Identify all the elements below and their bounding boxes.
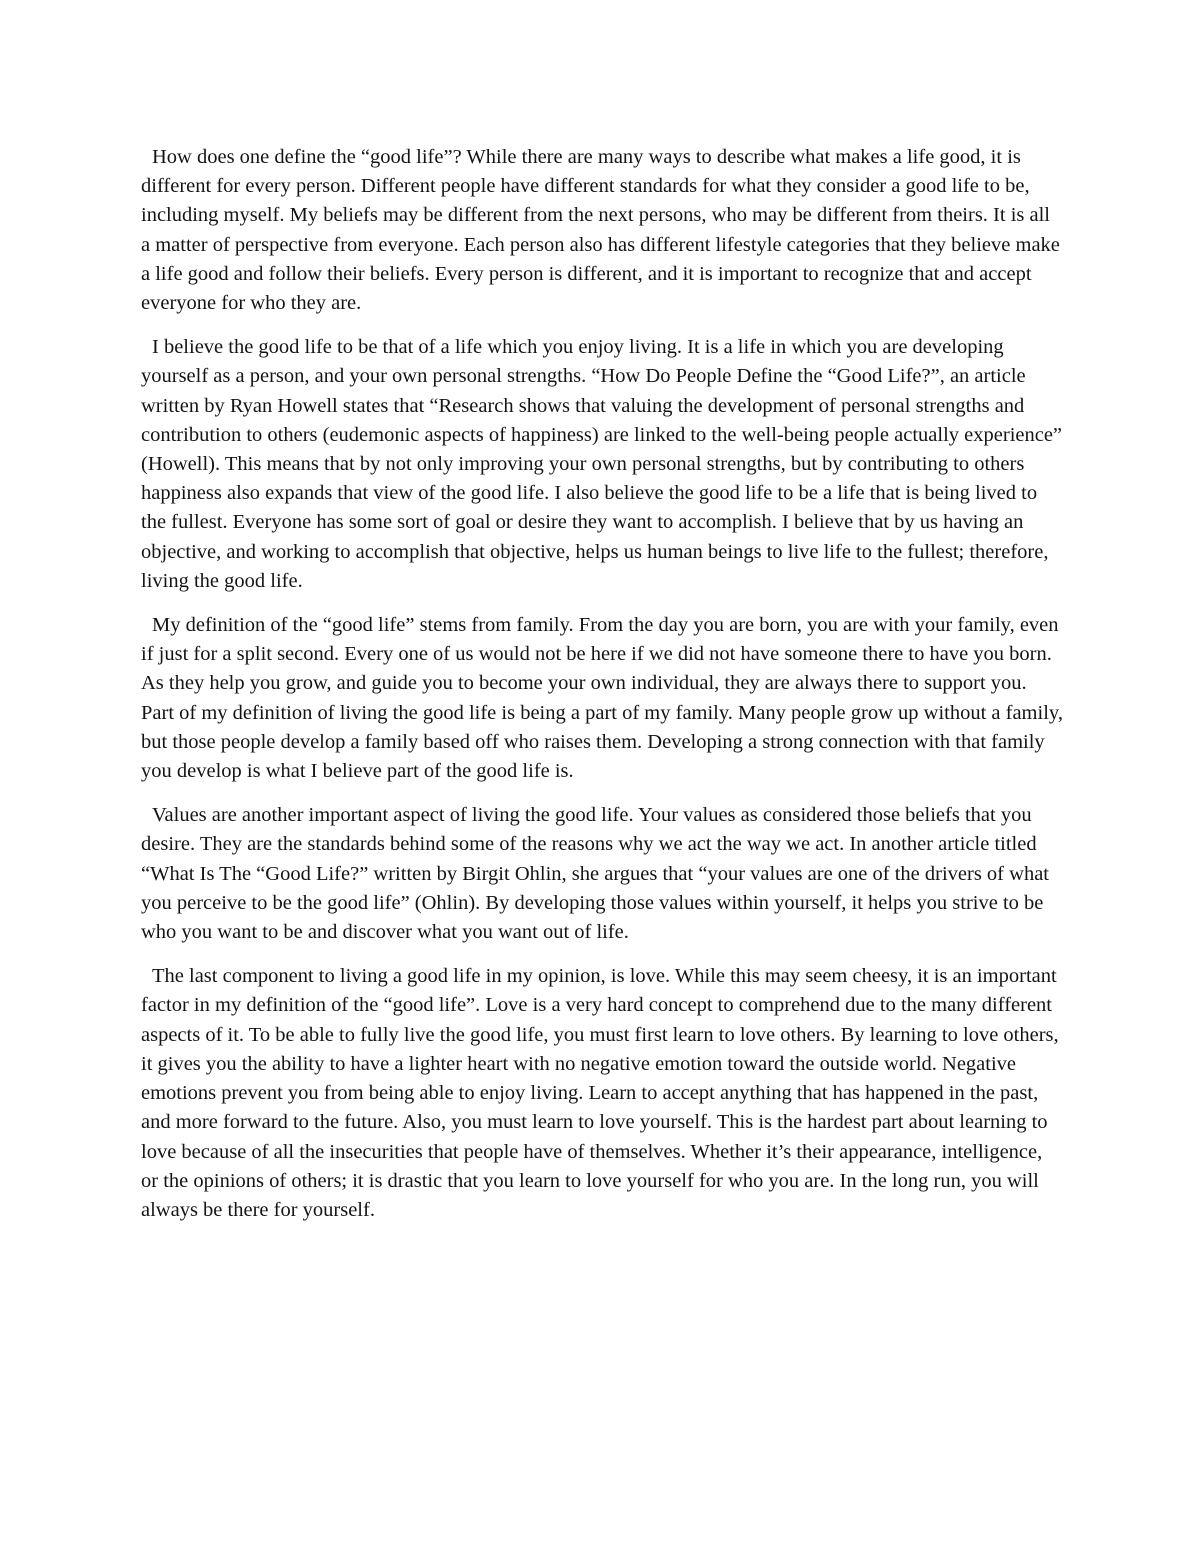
paragraph-4: Values are another important aspect of living the good life. Your values as considered those beliefs that you desire. They are the standards behind some of the reasons why we act the way we act. In another article titled “What Is The “Good Life?” written by Birgit Ohlin, she argues that “your values are one of the drivers of what you perceive to be the good life” (Ohlin). By developing those values within yourself, it helps you strive to be who you want to be and discover what you want out of life.	[141, 804, 1049, 944]
paragraph-3: My definition of the “good life” stems from family. From the day you are born, you are with your family, even if just for a split second. Every one of us would not be here if we did not have someone there to have you born. As they help you grow, and guide you to become your own individual, they are always there to support you. Part of my definition of living the good life is being a part of my family. Many people grow up without a family, but those people develop a family based off who raises them. Developing a strong connection with that family you develop is what I believe part of the good life is.	[141, 614, 1063, 783]
paragraph-1: How does one define the “good life”? While there are many ways to describe what makes a life good, it is different for every person. Different people have different standards for what they consider a good life to be, including myself. My beliefs may be different from the next persons, who may be different from theirs. It is all a matter of perspective from everyone. Each person also has different lifestyle categories that they believe make a life good and follow their beliefs. Every person is different, and it is important to recognize that and accept everyone for who they are.	[141, 146, 1060, 315]
paragraph-5: The last component to living a good life in my opinion, is love. While this may seem cheesy, it is an important factor in my definition of the “good life”. Love is a very hard concept to comprehend due to the many different aspects of it. To be able to fully live the good life, you must first learn to love others. By learning to love others, it gives you the ability to have a lighter heart with no negative emotion toward the outside world. Negative emotions prevent you from being able to enjoy living. Learn to accept anything that has happened in the past, and more forward to the future. Also, you must learn to love yourself. This is the hardest part about learning to love because of all the insecurities that people have of themselves. Whether it’s their appearance, intelligence, or the opinions of others; it is drastic that you learn to love yourself for who you are. In the long run, you will always be there for yourself.	[141, 965, 1059, 1221]
paragraph-2: I believe the good life to be that of a life which you enjoy living. It is a life in which you are developing yourself as a person, and your own personal strengths. “How Do People Define the “Good Life?”, an article written by Ryan Howell states that “Research shows that valuing the development of personal strengths and contribution to others (eudemonic aspects of happiness) are linked to the well-being people actually experience” (Howell). This means that by not only improving your own personal strengths, but by contributing to others happiness also expands that view of the good life. I also believe the good life to be a life that is being lived to the fullest. Everyone has some sort of goal or desire they want to accomplish. I believe that by us having an objective, and working to accomplish that objective, helps us human beings to live life to the fullest; therefore, living the good life.	[141, 336, 1063, 592]
essay-body	[141, 143, 1063, 1240]
